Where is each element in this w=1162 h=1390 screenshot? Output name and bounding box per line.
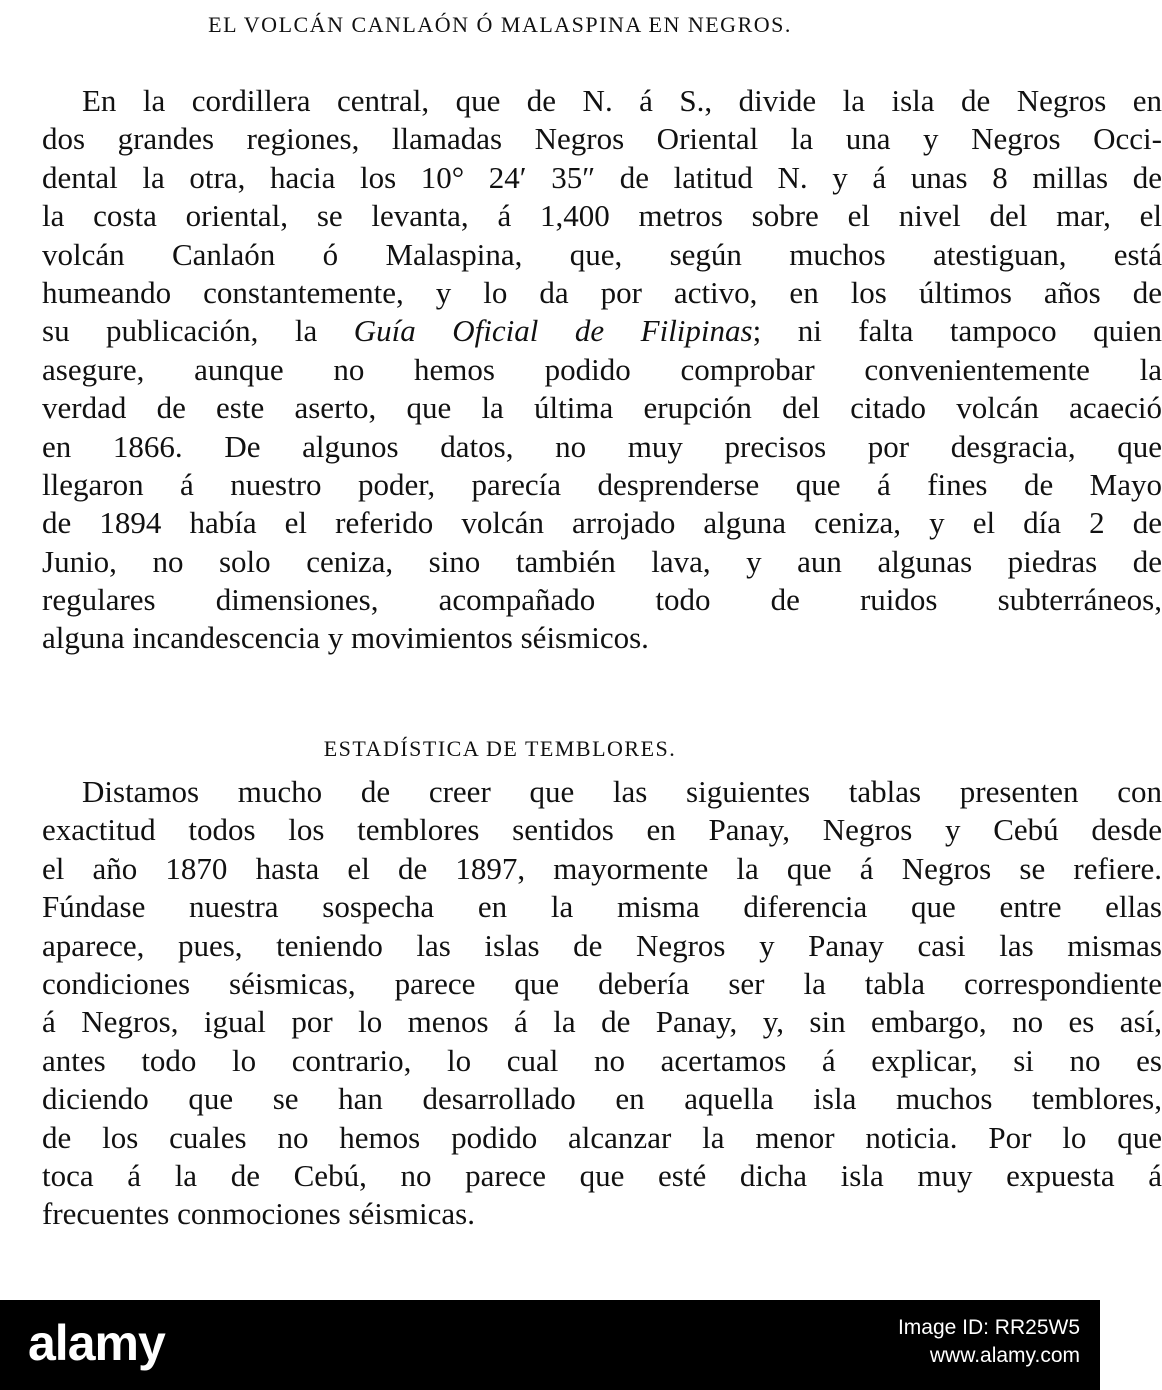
text-line: alguna incandescencia y movimientos séismicos. <box>42 620 649 656</box>
section-heading-volcano: EL VOLCÁN CANLAÓN Ó MALASPINA EN NEGROS. <box>208 12 792 37</box>
text-line: dos grandes regiones, llamadas Negros Oriental la una y Negros Occi- <box>42 121 1162 157</box>
brand-logo: alamy <box>28 1315 165 1371</box>
text-line: verdad de este aserto, que la última erupción del citado volcán acaeció <box>42 390 1162 426</box>
paragraph-statistics <box>42 773 1162 1234</box>
text-line: llegaron á nuestro poder, parecía desprenderse que á fines de Mayo <box>42 466 1162 502</box>
text-line: aparece, pues, teniendo las islas de Negros y Panay casi las mismas <box>42 927 1162 963</box>
watermark-footer <box>0 1300 1100 1390</box>
site-url-label: www.alamy.com <box>929 1344 1080 1367</box>
book-title: Guía Oficial de Filipinas <box>353 313 753 349</box>
paragraph-volcano <box>42 82 1162 658</box>
text-line: En la cordillera central, que de N. á S., divide la isla de Negros en <box>82 83 1162 118</box>
text-line: antes todo lo contrario, lo cual no acertamos á explicar, si no es <box>42 1042 1162 1078</box>
text-line: frecuentes conmociones séismicas. <box>42 1196 475 1232</box>
text-line: humeando constantemente, y lo da por activo, en los últimos años de <box>42 274 1162 310</box>
text-line: toca á la de Cebú, no parece que esté dicha isla muy expuesta á <box>42 1157 1162 1193</box>
text-line: en 1866. De algunos datos, no muy precisos por desgracia, que <box>42 428 1162 464</box>
footer-info <box>898 1314 1080 1370</box>
section-heading-statistics: ESTADÍSTICA DE TEMBLORES. <box>323 736 677 761</box>
text-line: exactitud todos los temblores sentidos en Panay, Negros y Cebú desde <box>42 812 1162 848</box>
text-line: la costa oriental, se levanta, á 1,400 metros sobre el nivel del mar, el <box>42 198 1162 234</box>
text-line: diciendo que se han desarrollado en aquella isla muchos temblores, <box>42 1081 1162 1117</box>
text-line: Fúndase nuestra sospecha en la misma diferencia que entre ellas <box>42 889 1162 925</box>
text-line: de los cuales no hemos podido alcanzar la menor noticia. Por lo que <box>42 1119 1162 1155</box>
text-line: asegure, aunque no hemos podido comprobar convenientemente la <box>42 351 1162 387</box>
text-line: á Negros, igual por lo menos á la de Panay, y, sin embargo, no es así, <box>42 1004 1162 1040</box>
text-line: Distamos mucho de creer que las siguientes tablas presenten con <box>82 774 1162 809</box>
text-line: regulares dimensiones, acompañado todo de ruidos subterráneos, <box>42 582 1162 618</box>
text-line: volcán Canlaón ó Malaspina, que, según muchos atestiguan, está <box>42 236 1162 272</box>
text-line: de 1894 había el referido volcán arrojado alguna ceniza, y el día 2 de <box>42 505 1162 541</box>
text-line: el año 1870 hasta el de 1897, mayormente la que á Negros se refiere. <box>42 850 1162 886</box>
text-line: dental la otra, hacia los 10° 24′ 35″ de latitud N. y á unas 8 millas de <box>42 159 1162 195</box>
text-line: Junio, no solo ceniza, sino también lava, y aun algunas piedras de <box>42 543 1162 579</box>
text-line: su publicación, la Guía Oficial de Filipinas; ni falta tampoco quien <box>42 313 1162 349</box>
text-line: condiciones séismicas, parece que debería ser la tabla correspondiente <box>42 965 1162 1001</box>
image-id-label: Image ID: RR25W5 <box>897 1316 1080 1339</box>
